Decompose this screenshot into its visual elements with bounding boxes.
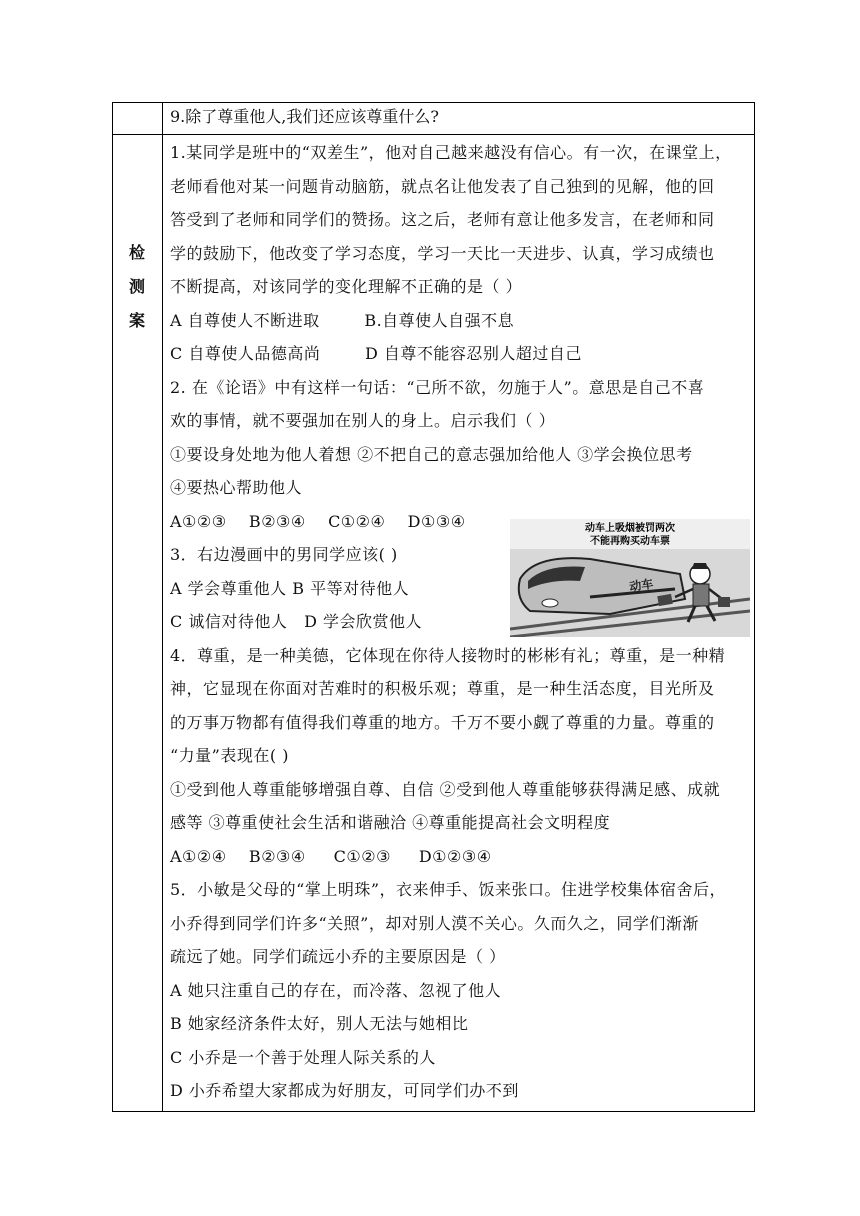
cartoon-caption-line: 动车上吸烟被罚两次 <box>585 523 675 534</box>
option-line: D 小乔希望大家都成为好朋友，可同学们办不到 <box>170 1081 519 1100</box>
question-line: 3．右边漫画中的男同学应该( ) <box>170 545 398 564</box>
option-line: A 自尊使人不断进取 B.自尊使人自强不息 <box>170 310 515 330</box>
question-line: 欢的事情，就不要强加在别人的身上。启示我们（ ） <box>170 411 556 430</box>
train-label: 动车 <box>628 576 655 594</box>
section-label-char: 测 <box>128 277 145 296</box>
cartoon-illustration <box>510 519 750 637</box>
option-line: B 她家经济条件太好，别人无法与她相比 <box>170 1014 469 1033</box>
table-bottom-border <box>112 1111 755 1112</box>
option-line: C 诚信对待他人 D 学会欣赏他人 <box>170 612 423 631</box>
question-9: 9.除了尊重他人,我们还应该尊重什么? <box>170 107 439 126</box>
question-line: 老师看他对某一问题肯动脑筋，就点名让他发表了自己独到的见解，他的回 <box>170 176 715 196</box>
option-line: A①②④ B②③④ C①②③ D①②③④ <box>170 846 492 866</box>
question-line: 5．小敏是父母的“掌上明珠”，衣来伸手、饭来张口。住进学校集体宿舍后， <box>170 880 727 899</box>
question-line: 学的鼓励下，他改变了学习态度，学习一天比一天进步、认真，学习成绩也 <box>170 243 715 263</box>
question-line: ④要热心帮助他人 <box>170 478 303 497</box>
option-line: A 她只注重自己的存在，而冷落、忽视了他人 <box>170 980 502 1000</box>
question-line: 1.某同学是班中的“双差生”，他对自己越来越没有信心。有一次，在课堂上， <box>170 143 732 162</box>
question-line: 4．尊重，是一种美德，它体现在你待人接物时的彬彬有礼；尊重，是一种精 <box>170 645 726 665</box>
option-line: A①②③ B②③④ C①②④ D①③④ <box>170 511 466 531</box>
question-line: ①要设身处地为他人着想 ②不把自己的意志强加给他人 ③学会换位思考 <box>170 444 693 464</box>
column-divider <box>162 102 163 1112</box>
question-5 <box>170 873 750 1108</box>
question-1 <box>170 136 750 371</box>
section-label-jiancean <box>112 236 162 338</box>
option-line: C 小乔是一个善于处理人际关系的人 <box>170 1047 436 1067</box>
option-line: C 自尊使人品德高尚 D 自尊不能容忍别人超过自己 <box>170 344 582 363</box>
section-label-char: 检 <box>128 243 145 262</box>
question-line: 2. 在《论语》中有这样一句话：“己所不欲，勿施于人”。意思是自己不喜 <box>170 377 705 397</box>
section-label-char: 案 <box>128 311 145 330</box>
cartoon-train-svg <box>510 519 750 637</box>
option-line: A 学会尊重他人 B 平等对待他人 <box>170 578 410 598</box>
question-line: 神，它显现在你面对苦难时的积极乐观；尊重，是一种生活态度，目光所及 <box>170 679 715 698</box>
cartoon-caption-line: 不能再购买动车票 <box>590 536 670 547</box>
table-right-border <box>754 102 755 1112</box>
question-line: 小乔得到同学们许多“关照”，却对别人漠不关心。久而久之，同学们渐渐 <box>170 913 699 933</box>
question-line: 不断提高，对该同学的变化理解不正确的是（ ） <box>170 277 523 296</box>
question-line: ①受到他人尊重能够增强自尊、自信 ②受到他人尊重能够获得满足感、成就 <box>170 779 721 799</box>
question-line: 疏远了她。同学们疏远小乔的主要原因是（ ） <box>170 947 506 966</box>
question-line: 感等 ③尊重使社会生活和谐融洽 ④尊重能提高社会文明程度 <box>170 813 611 832</box>
question-line: “力量”表现在( ) <box>170 746 289 765</box>
question-line: 答受到了老师和同学们的赞扬。这之后，老师有意让他多发言，在老师和同 <box>170 210 715 229</box>
question-line: 的万事万物都有值得我们尊重的地方。千万不要小觑了尊重的力量。尊重的 <box>170 712 715 732</box>
question-2 <box>170 371 750 539</box>
row-divider <box>112 134 755 135</box>
question-4 <box>170 639 750 874</box>
